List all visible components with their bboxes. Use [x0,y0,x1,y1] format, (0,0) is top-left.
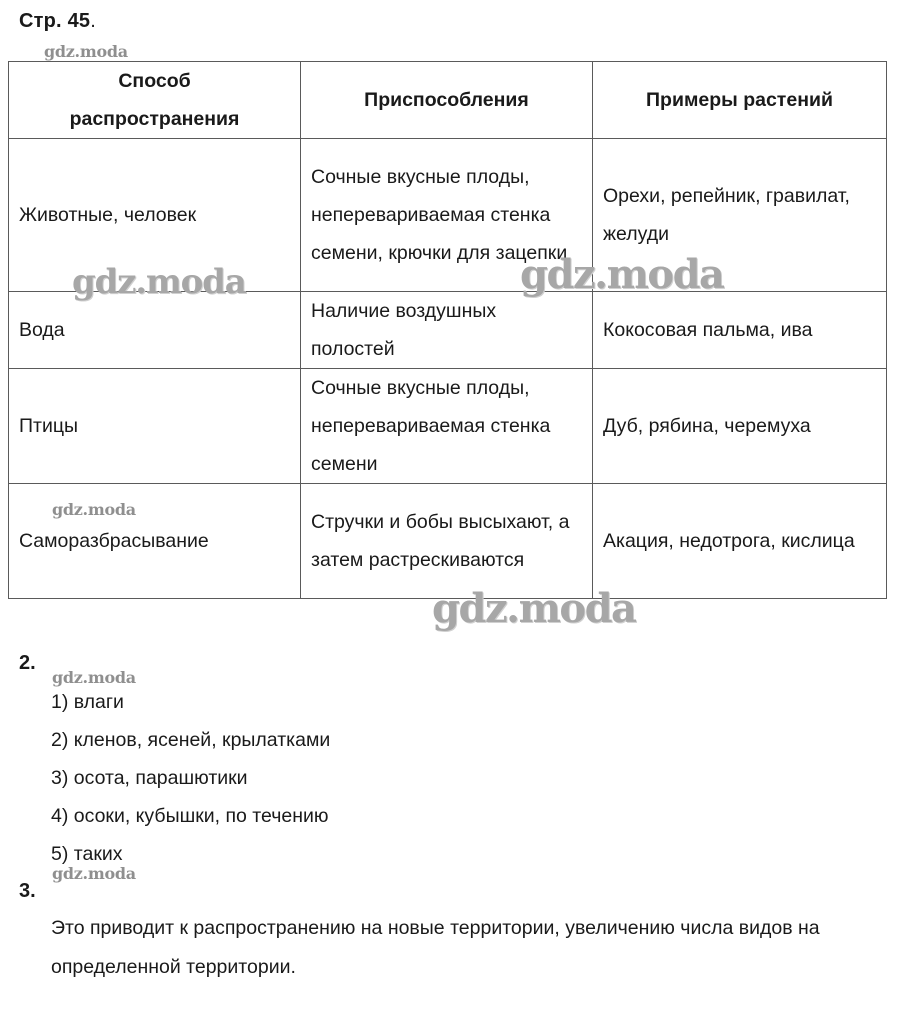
list-item: 4) осоки, кубышки, по течению [51,805,329,827]
task-2-answers [51,683,330,873]
watermark-logo: gdz.moda [432,585,636,632]
page-title: Стр. 45. [19,10,96,32]
watermark-logo: gdz.moda [72,262,246,302]
watermark-logo: gdz.moda [520,251,724,298]
cell-adaptation: Стручки и бобы высыхают, а затем растрескиваются [301,484,593,599]
list-item: 3) осота, парашютики [51,767,248,789]
cell-examples: Дуб, рябина, черемуха [593,369,887,484]
table-row [9,484,887,599]
list-item: 2) кленов, ясеней, крылатками [51,729,331,751]
watermark-logo: gdz.moda [52,500,136,519]
watermark-logo: gdz.moda [52,864,136,883]
column-header-method: Способ распространения [9,62,301,139]
column-header-examples: Примеры растений [593,62,887,139]
task-3-number: 3. [19,880,36,902]
list-item: 1) влаги [51,691,124,713]
seed-dispersal-table [8,61,887,599]
list-item: 5) таких [51,843,123,865]
task-2-number: 2. [19,652,36,674]
column-header-adaptation: Приспособления [301,62,593,139]
cell-adaptation: Сочные вкусные плоды, неперевариваемая стенка семени, крючки для зацепки [301,139,593,292]
cell-method: Птицы [9,369,301,484]
cell-examples: Кокосовая пальма, ива [593,292,887,369]
table-row [9,139,887,292]
cell-method: Саморазбрасывание [9,484,301,599]
cell-examples: Акация, недотрога, кислица [593,484,887,599]
watermark-logo: gdz.moda [52,668,136,687]
task-3-answer-text: Это приводит к распространению на новые территории, увеличению числа видов на определенной территории. [51,917,820,978]
table-header-row [9,62,887,139]
cell-method: Вода [9,292,301,369]
cell-method: Животные, человек [9,139,301,292]
cell-adaptation: Сочные вкусные плоды, неперевариваемая стенка семени [301,369,593,484]
watermark-logo: gdz.moda [44,42,128,61]
cell-adaptation: Наличие воздушных полостей [301,292,593,369]
cell-examples: Орехи, репейник, гравилат, желуди [593,139,887,292]
table-row [9,369,887,484]
table-row [9,292,887,369]
